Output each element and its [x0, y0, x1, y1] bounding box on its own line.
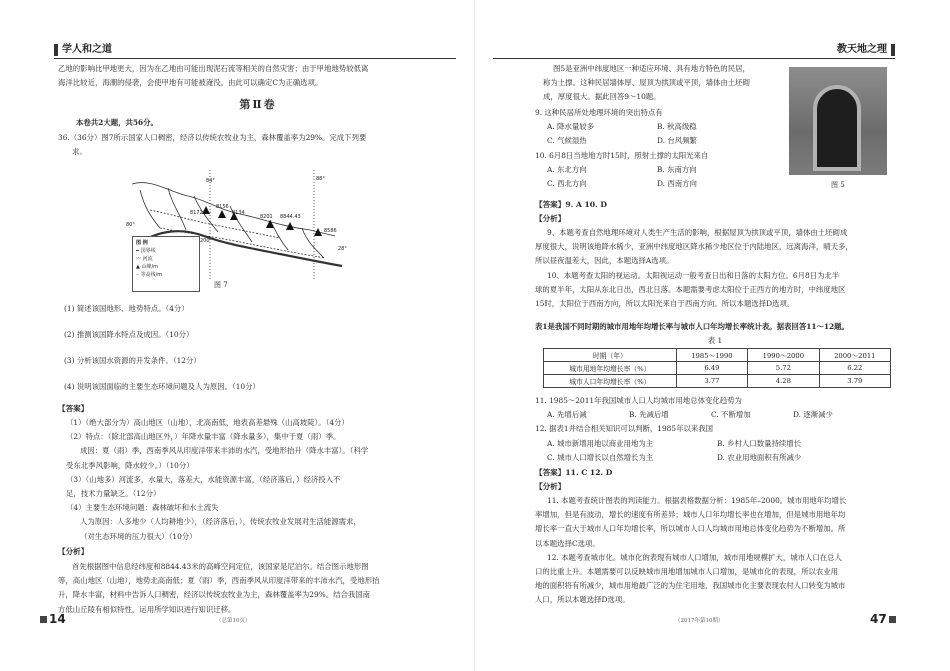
question-9-stem: 9. 这种民居所处地理环境的突出特点有 [535, 108, 663, 117]
intro-line: 成，厚度很大。据此回答9～10题。 [543, 92, 661, 102]
analysis-line: 11. 本题考查统计图表的判读能力。根据表格数据分析：1985年–2000。城市用地年均增长 [547, 496, 847, 505]
left-header [54, 44, 456, 59]
answer-line: 受东北季风影响，降水较少。）（10分） [66, 460, 194, 470]
map-label: 8586 [324, 228, 337, 234]
right-page [475, 0, 950, 671]
analysis-line: 15时，太阳位于西南方向，所以太阳光来自于西南方向。所以本题选择D选项。 [535, 299, 795, 309]
table-cell: 城市人口年均增长率（%） [544, 375, 677, 388]
question-36-line: 求。 [72, 147, 87, 157]
analysis-line: 球的夏半年，太阳从东北日出，西北日落。本题需要考虑太阳位于正西方的地方时，中纬度地区 [535, 284, 846, 294]
sub-questions [64, 296, 454, 400]
questions-11-12 [535, 394, 895, 465]
table-row [544, 375, 891, 388]
map-label: 8844.43 [280, 214, 301, 220]
right-intro [543, 62, 779, 105]
sub-question: (3) 分析该国水资源的开发条件。（12分） [64, 356, 201, 365]
map-label: 8172 [190, 210, 203, 216]
table-cell: 6.22 [819, 362, 890, 375]
option: B. 秋高级稳 [657, 122, 697, 132]
intro-line: 称为土撑。这种民居墙体厚、屋顶为拱顶或平顶，墙体由土坯砌 [543, 78, 750, 88]
analysis-9-10 [535, 226, 891, 311]
table-row [544, 362, 891, 375]
section-title: 第Ⅱ卷 [239, 98, 277, 111]
option: A. 城市新增用地以商业用地为主 [547, 438, 654, 448]
analysis-label: 【分析】 [535, 482, 566, 491]
analysis-line: 厚度很大，说明该地降水稀少，亚洲中纬度地区降水稀少地区位于内陆地区，远离海洋，晴天多， [535, 242, 853, 252]
analysis-line: 12. 本题考查城市化。城市化的表现有城市人口增加，城市用地规模扩大，城市人口在总人 [547, 552, 842, 562]
analysis-line: 地的面积将有所减少，城市用地最广泛的为住宅用地，我国城市化主要表现农村人口转变为城市 [535, 581, 846, 591]
option: D. 逐渐减少 [793, 410, 833, 420]
question-11-stem: 11. 1985～2011年我国城市人口人均城市用地总体变化趋势为 [535, 396, 742, 405]
option: A. 东北方向 [547, 164, 587, 174]
table-header-cell: 1990～2000 [748, 349, 819, 362]
answer-body [66, 416, 458, 544]
footer-left: （总第10页） [216, 618, 251, 624]
answer-line: 人为原因：人多地少（人均耕地少），（经济落后，），传统农牧业发展对生活能源需求， [80, 517, 361, 527]
legend-item: ┄ 等高线/m [136, 272, 163, 278]
answer-line: （对生态环境的压力很大）（10分） [80, 531, 197, 541]
option: A. 降水量较多 [547, 122, 594, 132]
question-10-options [535, 163, 785, 177]
table-header-row [544, 349, 891, 362]
table-cell: 5.72 [748, 362, 819, 375]
analysis-line: 人口，所以本题选择D选项。 [535, 595, 630, 605]
question-11-options [535, 408, 895, 422]
river [270, 220, 288, 250]
dwelling-photo [789, 67, 887, 175]
answer-9-10: 【答案】9. A 10. D [535, 200, 607, 209]
analysis-line: 10、本题考查太阳的视运动。太阳视运动一般考查日出和日落的太阳方位。6月8日为北半 [547, 270, 840, 280]
table-cell: 6.49 [676, 362, 747, 375]
analysis-line: 9、本题考查自然地理环境对人类生产生活的影响，根据屋顶为拱顶或平顶，墙体由土坯砌成 [547, 228, 848, 237]
table-cell: 4.28 [748, 375, 819, 388]
question-12-stem: 12. 据表1并结合相关知识可以判断，1985年以来我国 [535, 424, 714, 434]
option: B. 乡村人口数量持续增长 [717, 438, 802, 448]
table-intro: 表1是我国不同时期的城市用地年均增长率与城市人口年均增长率统计表。据表回答11～12题。 [535, 322, 849, 331]
figure-7-caption: 图 7 [214, 281, 228, 289]
page-number-left: 14 [38, 612, 66, 626]
sub-question: (4) 说明该国面临的主要生态环境问题及人为原因。（10分） [64, 382, 260, 391]
analysis-label: 【分析】 [535, 214, 566, 223]
growth-rate-table [543, 348, 891, 388]
answer-line: 成因：夏（雨）季，西南季风从印度洋带来丰沛的水汽，受地形抬升（降水丰富）。（科学 [80, 446, 369, 456]
sub-question: (1) 简述该国地形、地势特点。（4分） [64, 304, 189, 313]
figure-5-caption: 图 5 [831, 181, 845, 189]
analysis-line: 率增加，但是有波动，增长的速度有所差异；城市人口年均增长率也在增加，但是城市用地年均 [535, 510, 846, 520]
answer-line: （4）主要生态环境问题：森林破坏和水土流失 [66, 503, 219, 513]
answer-11-12: 【答案】11. C 12. D [535, 468, 613, 477]
left-intro-line: 乙地的影响比甲地更大，因为在乙地由可能出现泥石流等相关的自然灾害；由于甲地地势较低离 [58, 64, 369, 73]
analysis-line: 升，降水丰富，材料中告诉人口稠密，经济以传统农牧业为主，森林覆盖率为29%。结合我国南 [58, 590, 371, 600]
option: D. 台风频繁 [657, 136, 697, 146]
option: C. 不断增加 [711, 410, 751, 420]
legend-item: ━ 国界线 [136, 248, 156, 254]
analysis-line: 口的比重上升。本题需要可以反映城市用地增加城市人口增加，是城市化的表现，所以农业用 [535, 567, 839, 577]
square-icon [40, 616, 47, 623]
analysis-11-12 [535, 494, 891, 608]
option: A. 先增后减 [547, 410, 587, 420]
peak-icon: ▲ [136, 264, 142, 270]
peak-icon [218, 210, 226, 218]
option: D. 西南方向 [657, 179, 697, 189]
answer-label: 【答案】 [58, 404, 89, 413]
right-header-title: 教天地之理 [837, 44, 895, 56]
page-number-right: 47 [870, 612, 898, 626]
map-label: 200 [200, 238, 210, 244]
river-icon: 〰 [136, 256, 143, 262]
analysis-line: 增长率一直大于城市人口年均增长率，所以城市人口人均城市用地总体变化趋势为不断增加。所 [535, 524, 846, 534]
analysis-line: 首先根据图中信息经纬度和8844.43米的高峰空间定位，该国家是尼泊尔。结合图示地形图 [72, 562, 369, 571]
answer-line: 足，技术力量缺乏。（12分） [66, 489, 161, 499]
sub-question: (2) 推测该国降水特点及成因。（10分） [64, 330, 194, 339]
square-icon [889, 616, 896, 623]
analysis-line: 以本题选择C选项。 [535, 538, 600, 548]
map-label: 8156 [216, 204, 229, 210]
border-line-icon: ━ [136, 248, 141, 254]
analysis-body [58, 560, 458, 617]
map-label: 8201 [260, 214, 273, 220]
intro-line: 图5是亚洲中纬度地区一种适应环境、具有地方特色的民居， [553, 64, 750, 73]
question-9-options [535, 120, 785, 134]
footer-right: （2017年第10期） [675, 618, 724, 624]
river [140, 190, 160, 228]
left-header-title: 学人和之道 [54, 44, 112, 56]
contour-icon: ┄ [136, 272, 141, 278]
table-header-cell: 1985～1990 [676, 349, 747, 362]
table-cell: 3.77 [676, 375, 747, 388]
question-36 [58, 131, 458, 159]
left-intro [58, 62, 458, 90]
river [168, 188, 186, 230]
peak-icon [202, 206, 210, 214]
peak-icon [314, 228, 322, 236]
question-36-line: 36.（36分）图7所示国家人口稠密，经济以传统农牧业为主，森林覆盖率为29%。完成下列要 [58, 133, 367, 142]
table-caption: 表 1 [707, 336, 723, 345]
option: C. 西北方向 [547, 179, 587, 189]
option: B. 东南方向 [657, 164, 697, 174]
map-label: 88° [316, 176, 325, 182]
map-label: 28° [338, 246, 347, 252]
right-header [493, 44, 895, 59]
analysis-line: 方低山丘陵有相似特性，运用所学知识进行知识迁移。 [58, 604, 236, 614]
option: B. 先减后增 [629, 410, 669, 420]
question-12-options [535, 437, 895, 451]
left-intro-line: 海洋比较近，海潮的侵袭，会使甲地有可能被淹没。由此可以确定C为正确选项。 [58, 78, 323, 88]
map-label: 80° [126, 222, 135, 228]
legend-title: 图 例 [136, 240, 148, 246]
table-header-cell: 时期（年） [544, 349, 677, 362]
question-9 [535, 106, 785, 191]
option: C. 城市人口增长以自然增长为主 [547, 452, 654, 462]
option: D. 农业用地面积有所减少 [717, 452, 802, 462]
question-10-stem: 10. 6月8日当地地方时15时，照射土撑的太阳光来自 [535, 150, 709, 160]
answer-line: （3）（山地多）河流多，水量大，落差大，水能资源丰富，（经济落后，）经济投入不 [66, 474, 341, 484]
answer-line: （2）特点：（除北部高山地区外，）年降水量丰富（降水量多），集中于夏（雨）季。 [66, 432, 341, 442]
table-cell: 城市用地年均增长率（%） [544, 362, 677, 375]
table-header-cell: 2000～2011 [819, 349, 890, 362]
table-cell: 3.79 [819, 375, 890, 388]
analysis-line: 等，高山地区（山地），地势北高南低；夏（雨）季，西南季风从印度洋带来的丰沛水汽，受地形抬 [58, 576, 380, 586]
map-label: 84° [206, 178, 215, 184]
section-sub: 本卷共2大题，共56分。 [76, 118, 158, 127]
legend-item: ▲ 山峰/m [136, 264, 158, 270]
option: C. 气候湿热 [547, 136, 587, 146]
answer-line: （1）（绝大部分为）高山地区（山地），北高南低，地表高差悬殊（山高坡陡）。（4分） [66, 418, 349, 427]
map-legend [132, 236, 200, 292]
arched-door-icon [813, 85, 861, 171]
analysis-label: 【分析】 [58, 547, 89, 556]
legend-item: 〰 河流 [136, 256, 153, 262]
analysis-line: 所以昼夜温差大，因此，本题选择A选项。 [535, 256, 674, 266]
map-label: 8134 [232, 210, 245, 216]
